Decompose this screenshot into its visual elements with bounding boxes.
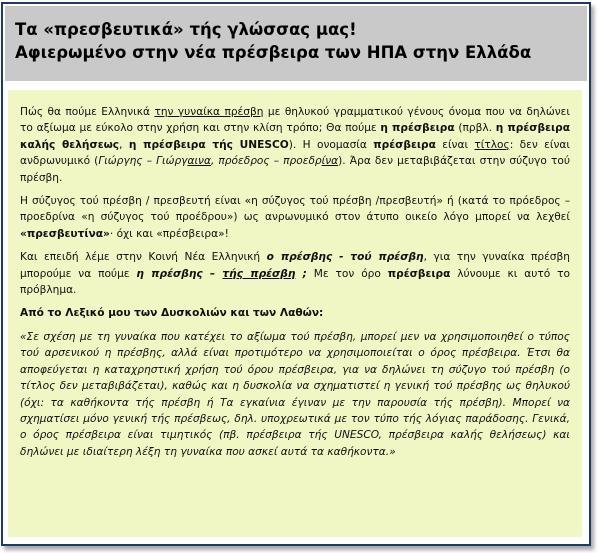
paragraph-1 <box>20 104 570 186</box>
bold-term: «πρεσβευτίνα» <box>20 227 110 240</box>
underlined-term: τίτλος <box>474 138 510 151</box>
section-heading: Από το Λεξικό μου των Δυσκολιών και των Λαθών: <box>20 307 324 320</box>
italic-example: , πρόεδρος – προεδρ <box>210 155 322 168</box>
text: Και επειδή λέμε στην Κοινή Νέα Ελληνική <box>20 251 267 264</box>
text: με θηλυκού γραμματικού γένους όνομα που να δηλώνει το αξίωμα με εύκολο στην χρήση και στην κλίση τρόπο; Θα πούμε <box>20 106 570 135</box>
text: · όχι και «πρέσβειρα»! <box>109 227 229 240</box>
text: Με τον όρο <box>306 267 388 280</box>
text: ). Άρα δεν μεταβιβάζεται στην σύζυγο τού πρέσβη. <box>20 155 571 184</box>
text: (πρβλ. <box>454 122 496 135</box>
text: ). Η ονομασία <box>288 138 374 151</box>
bold-term: πρέσβειρα <box>373 138 436 151</box>
text: είναι <box>435 138 475 151</box>
italic-example: Γιώργης – Γιώργ <box>98 155 188 168</box>
paragraph-2 <box>20 193 570 242</box>
title-line-2: Αφιερωμένο στην νέα πρέσβειρα των ΗΠΑ στην Ελλάδα <box>15 43 532 62</box>
text: , <box>119 138 129 151</box>
title-line-1: Τα «πρεσβευτικά» τής γλώσσας μας! <box>15 20 357 39</box>
bold-term: η πρέσβειρα τής UNESCO <box>128 138 289 151</box>
bold-term: η πρέσβειρα καλής θελήσεως <box>20 122 571 151</box>
paragraph-3 <box>20 249 570 298</box>
document-frame <box>1 2 591 546</box>
title-banner <box>5 6 587 81</box>
bold-term: πρέσβειρα <box>387 267 451 280</box>
bold-italic-underlined-term: τής πρέσβη <box>222 267 296 280</box>
text: λύνουμε κι αυτό το πρόβλημα. <box>20 267 570 297</box>
text: Πώς θα πούμε Ελληνικά <box>20 106 155 118</box>
article-body <box>8 90 582 537</box>
text: , για την γυναίκα πρέσβη μπορούμε να πούμε <box>20 251 570 280</box>
text: : δεν είναι ανδρωνυμικό ( <box>20 138 570 168</box>
italic-example-suffix: αινα <box>187 155 211 168</box>
bold-italic-term: ; <box>295 267 307 280</box>
bold-italic-term: ο πρέσβης - τού πρέσβη <box>266 251 424 264</box>
italic-example-suffix: ίνα <box>321 155 339 168</box>
bold-term: η πρέσβειρα <box>380 122 455 135</box>
text: Η σύζυγος τού πρέσβη / πρεσβευτή είναι «η σύζυγος τού πρέσβη /πρεσβευτή» ή (κατά το πρόεδρος – προεδρίνα «η σύζυγος τού προέδρου») ως ανρωνυμικό στον άτυπο οικείο λόγο μπορεί να λεχθεί <box>20 195 570 224</box>
dictionary-quote: «Σε σχέση με τη γυναίκα που κατέχει το αξίωμα τού πρέσβη, μπορεί μεν να χρησιμοποιηθεί ο τύπος τού αρσενικού η πρέσβης, αλλά είναι προτιμότερο να χρησιμοποιείται ο όρος πρέσβειρα. Έτσι θα αποφεύγεται η καταχρηστική χρήση τού όρου πρέσβειρα, για να δηλώνει τη σύζυγο τού πρέσβη (ο τίτλος δεν μεταβιβάζεται), καθώς και η δυσκολία να σχηματιστεί η γενική τού πρέσβης ως θηλυκού (όχι: τα καθήκοντα τής πρέσβη ή Τα εγκαίνια έγιναν με την παρουσία τής πρέσβη). Μπορεί να σχηματίσει μόνο γενική τής πρέσβεως, δηλ. υποχρεωτικά με τον τύπο τής λόγιας παράδοσης. Γενικά, ο όρος πρέσβειρα είναι τιμητικός (πβ. πρέσβειρα τής UNESCO, πρέσβειρα καλής θελήσεως) και δηλώνει με ιδιαίτερη λέξη τη γυναίκα που ασκεί αυτά τα καθήκοντα.» <box>20 330 570 458</box>
underlined-term: την γυναίκα πρέσβη <box>154 106 264 118</box>
bold-italic-term: η πρέσβης – <box>136 267 223 280</box>
